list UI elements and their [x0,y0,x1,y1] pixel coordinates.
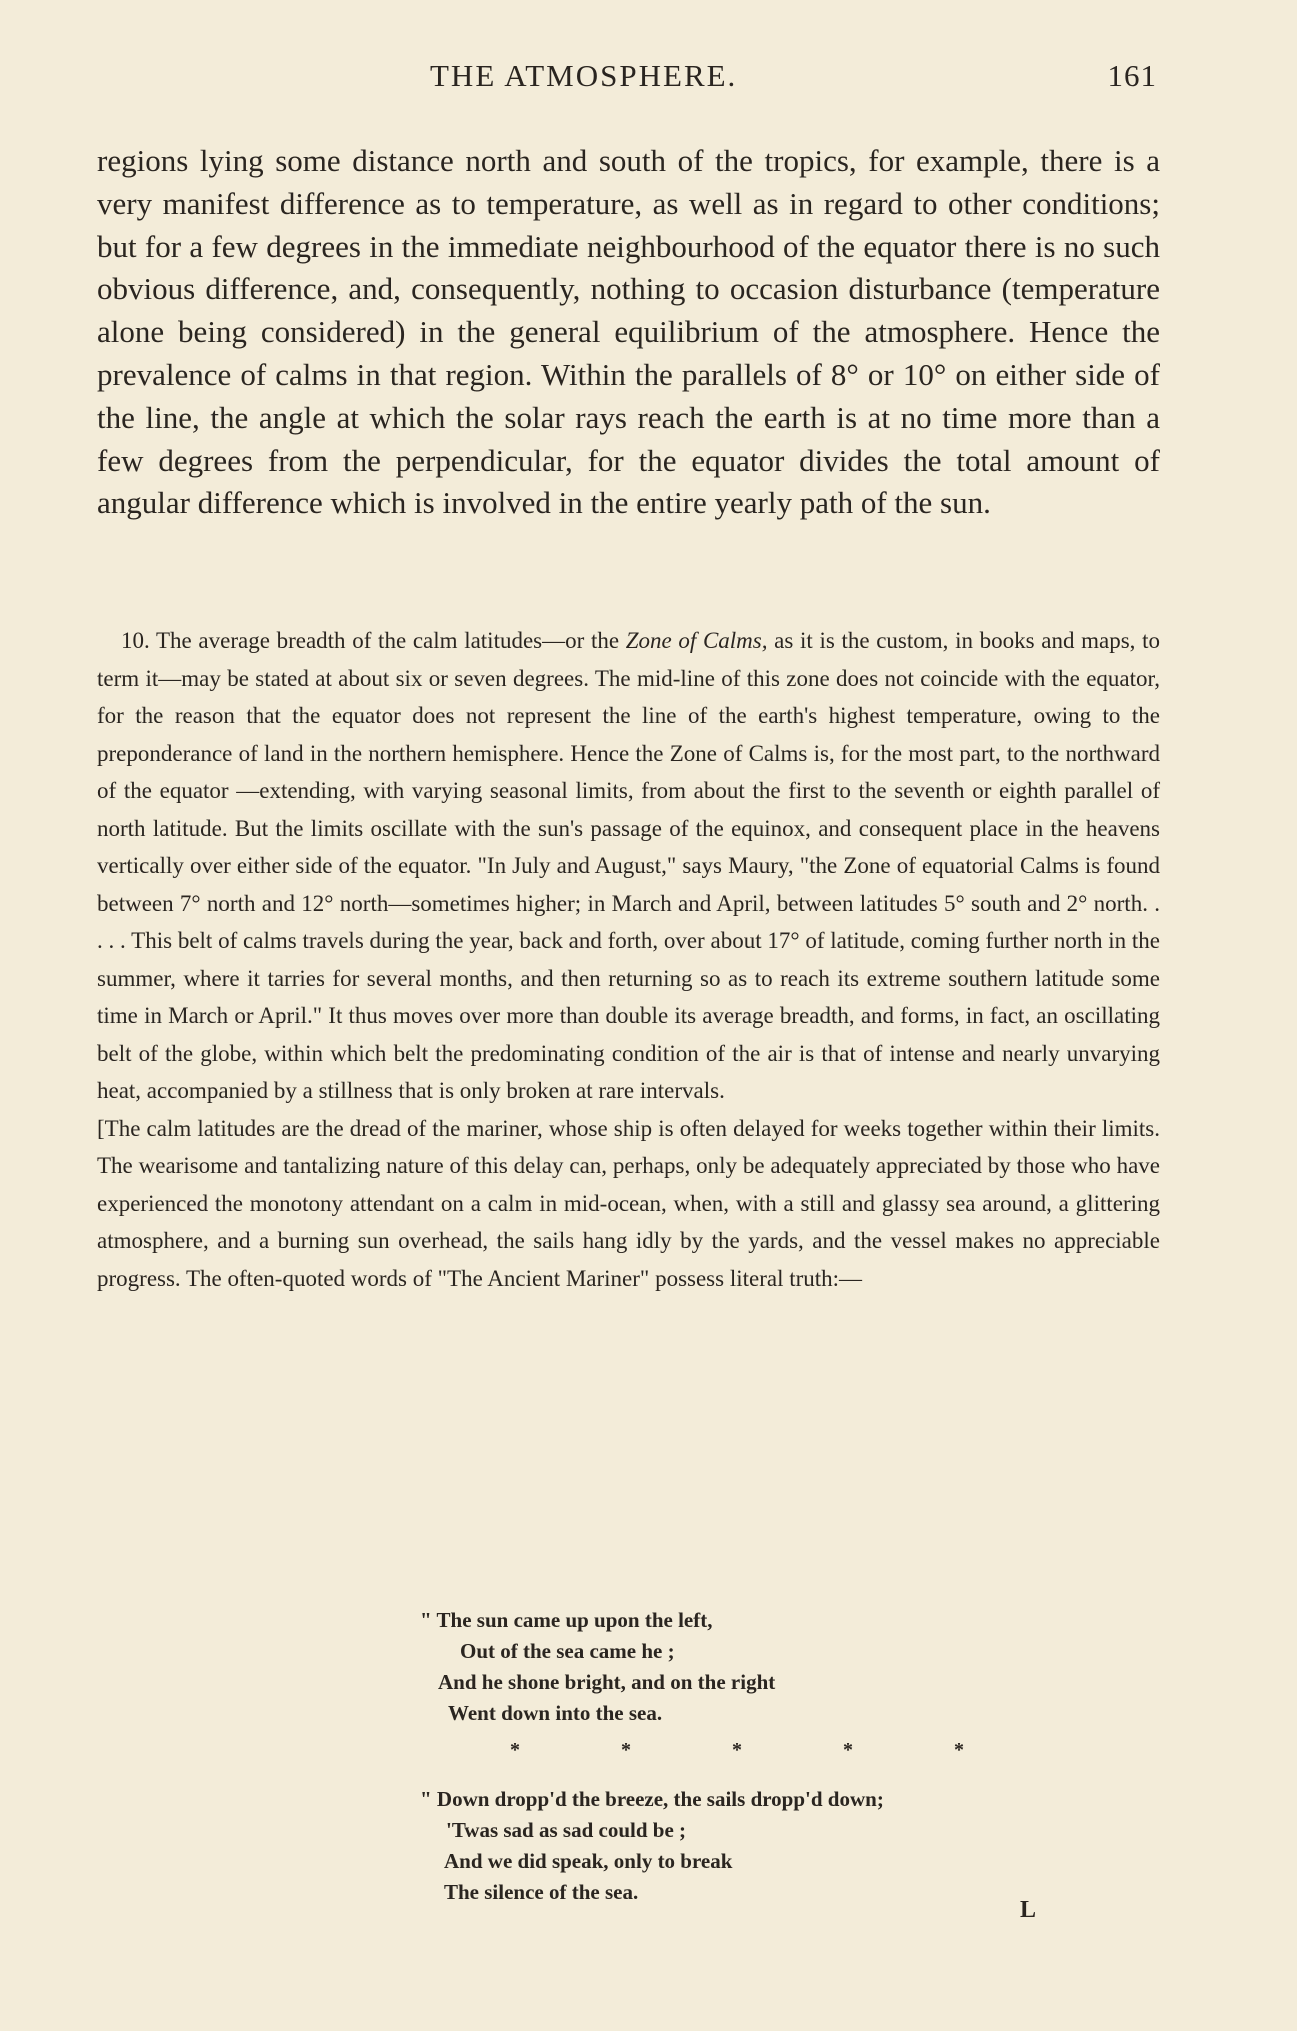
page-number: 161 [1107,58,1157,93]
section-10-start: 10. The average breadth of the calm latitudes—or the [121,628,626,653]
poem-line: " The sun came up upon the left, [420,1608,713,1632]
section-10-rest: as it is the custom, in books and maps, to term it—may be stated at about six or seven degrees. The mid-line of this zone does not coincide with the equator, for the reason that the equator does not represent the line of the earth's highest temperature, owing to the preponderance of land in the northern hemisphere. Hence the Zone of Calms is, for the most part, to the northward of the equator —extending, with varying seasonal limits, from about the first to the seventh or eighth parallel of north latitude. But the limits oscillate with the sun's passage of the equinox, and consequent place in the heavens vertically over either side of the equator. "In July and August," says Maury, "the Zone of equatorial Calms is found between 7° north and 12° north—sometimes higher; in March and April, between latitudes 5° south and 2° north. . . . . This belt of calms travels during the year, back and forth, over about 17° of latitude, coming further north in the summer, where it tarries for several months, and then returning so as to reach its extreme southern latitude some time in March or April." It thus moves over more than double its average breadth, and forms, in fact, an oscillating belt of the globe, within which belt the predominating condition of the air is that of intense and nearly unvarying heat, accompanied by a stillness that is only broken at rare intervals. [97,628,1160,1103]
section-10-paragraph [97,622,1160,1110]
running-head: THE ATMOSPHERE. [430,58,738,93]
poem-line: " Down dropp'd the breeze, the sails dropp'd down; [420,1787,884,1811]
main-text-block [97,140,1160,525]
paragraph-equator-calms: regions lying some distance north and south of the tropics, for example, there is a very manifest difference as to temperature, as well as in regard to other conditions; but for a few degrees in the immediate neighbourhood of the equator there is no such obvious difference, and, consequently, nothing to occasion disturbance (temperature alone being considered) in the general equilibrium of the atmosphere. Hence the prevalence of calms in that region. Within the parallels of 8° or 10° on either side of the line, the angle at which the solar rays reach the earth is at no time more than a few degrees from the perpendicular, for the equator divides the total amount of angular difference which is involved in the entire yearly path of the sun. [97,143,1160,521]
poem-line: And he shone bright, and on the right [438,1670,776,1694]
page-header [0,58,1297,102]
poem-line: Out of the sea came he ; [460,1639,675,1663]
poem-line: 'Twas sad as sad could be ; [446,1818,687,1842]
stanza-separator: * * * * * [510,1739,1012,1761]
small-text-block [97,622,1160,1297]
mariner-paragraph: [The calm latitudes are the dread of the mariner, whose ship is often delayed for weeks together within their limits. The wearisome and tantalizing nature of this delay can, perhaps, only be adequately appreciated by those who have experienced the monotony attendant on a calm in mid-ocean, when, with a still and glassy sea around, a glittering atmosphere, and a burning sun overhead, the sails hang idly by the yards, and the vessel makes no appreciable progress. The often-quoted words of "The Ancient Mariner" possess literal truth:— [97,1115,1160,1291]
ancient-mariner-quote [420,1605,1100,1908]
poem-line: Went down into the sea. [448,1701,663,1725]
signature-mark: L [1020,1897,1037,1923]
poem-line: And we did speak, only to break [444,1849,733,1873]
poem-line: The silence of the sea. [444,1880,639,1904]
zone-of-calms-term: Zone of Calms, [625,628,768,653]
